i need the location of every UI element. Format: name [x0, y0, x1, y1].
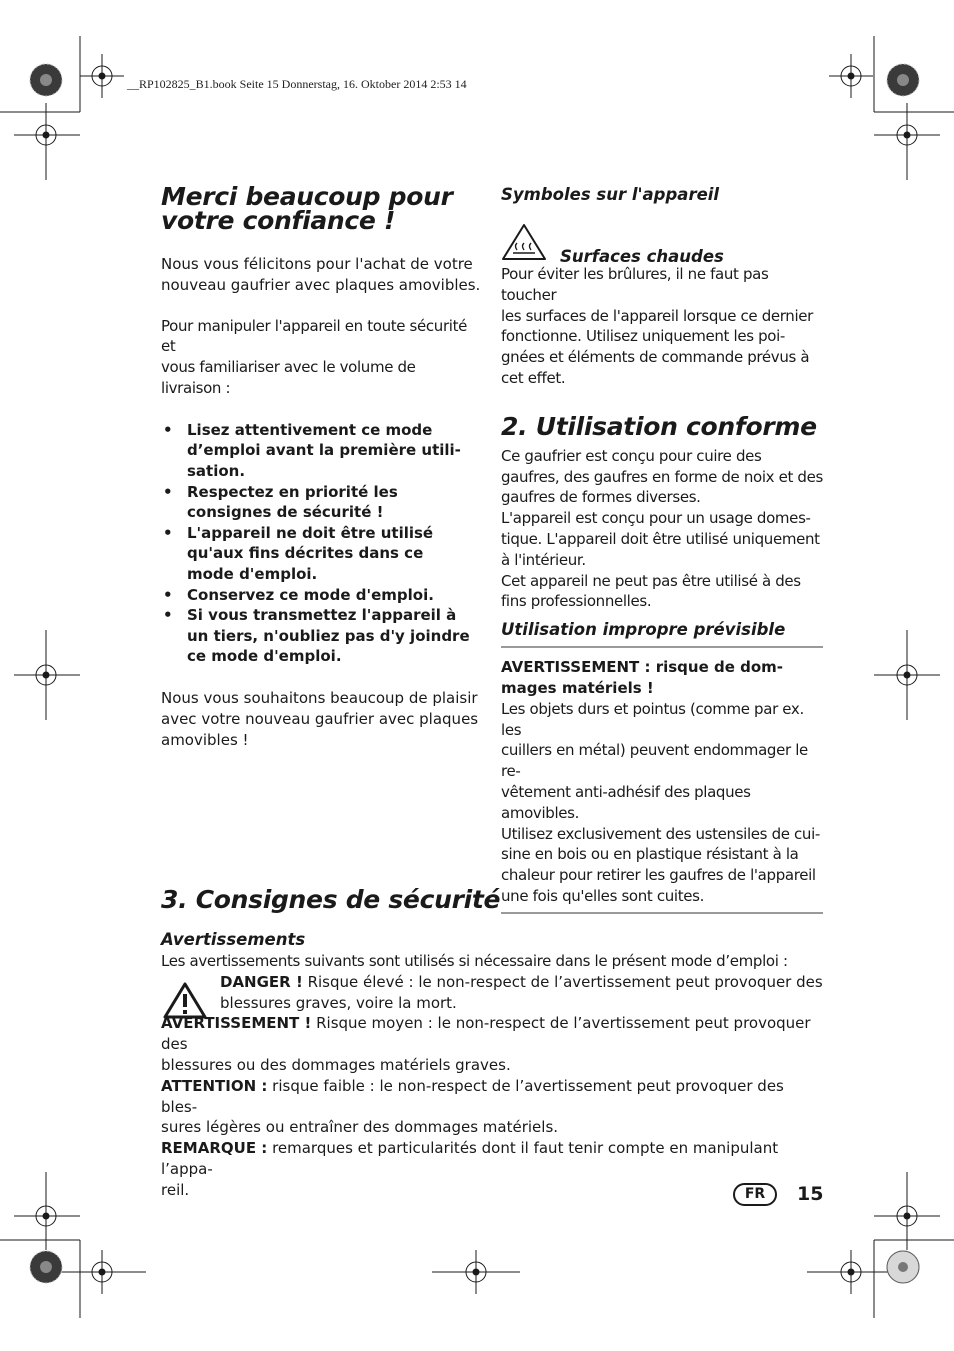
page-number: 15 [797, 1183, 824, 1205]
warnings-subheading: Avertissements [161, 930, 306, 949]
color-wheel-tl [30, 64, 62, 96]
section-2-text: Ce gaufrier est conçu pour cuire des gaufres, des gaufres en forme de noix et des gaufres de formes diverses. L'appareil est conçu pour un usage domes- tique. L'appareil doit être utilisé uniquement à l'intérieur. Cet appareil ne peut pas être utilisé à des fins professionnelles. [501, 446, 823, 611]
warning-text: Les objets durs et pointus (comme par ex. les cuillers en métal) peuvent endommager le re- vêtement anti-adhésif des plaques amovibles. Utilisez exclusivement des ustensiles de cui- sine en bois ou en plastique résistant à la chaleur pour retirer les gaufres de l'appareil une fois qu'elles sont cuites. [501, 699, 820, 905]
warnings-intro: Les avertissements suivants sont utilisés si nécessaire dans le présent mode d’emploi : [161, 952, 788, 970]
material-damage-warning-box [501, 646, 823, 914]
danger-text: DANGER ! Risque élevé : le non-respect de l’avertissement peut provoquer des blessures graves, voire la mort. [220, 972, 823, 1012]
language-badge: FR [733, 1183, 777, 1206]
attention-text: ATTENTION : risque faible : le non-respect de l’avertissement peut provoquer des bles- sures légères ou entraîner des dommages matériels. [161, 1076, 784, 1137]
closing-paragraph: Nous vous souhaitons beaucoup de plaisir avec votre nouveau gaufrier avec plaques amovibles ! [161, 688, 479, 749]
avertissement-text: AVERTISSEMENT ! Risque moyen : le non-respect de l’avertissement peut provoquer des blessures ou des dommages matériels graves. [161, 1014, 811, 1074]
intro-paragraph: Nous vous félicitons pour l'achat de votre nouveau gaufrier avec plaques amovibles. [161, 255, 481, 294]
list-item: • Lisez attentivement ce mode d’emploi avant la première utili- sation. [161, 420, 483, 482]
color-wheel-tr [887, 64, 919, 96]
hot-surface-heading: Surfaces chaudes [560, 247, 724, 266]
danger-row [161, 972, 823, 1014]
intro-title [161, 182, 483, 235]
safety-section [161, 886, 823, 1201]
hot-surface-row [501, 222, 823, 267]
color-wheel-br [887, 1251, 919, 1283]
symbols-heading: Symboles sur l'appareil [501, 185, 720, 204]
list-item: • Si vous transmettez l'appareil à un tiers, n'oubliez pas d'y joindre ce mode d'emploi. [161, 605, 483, 667]
list-item: • Respectez en priorité les consignes de sécurité ! [161, 482, 483, 523]
intro-column [161, 182, 483, 750]
section-2-title: 2. Utilisation conforme [501, 411, 817, 441]
hot-surface-warning-icon [501, 222, 547, 262]
misuse-heading: Utilisation impropre prévisible [501, 620, 786, 640]
intro-title-line: votre confiance ! [161, 206, 396, 235]
instruction-bullet-list [161, 420, 483, 667]
intro-title-line: Merci beaucoup pour [161, 182, 453, 211]
list-item: • L'appareil ne doit être utilisé qu'aux fins décrites dans ce mode d'emploi. [161, 523, 483, 585]
section-3-title: 3. Consignes de sécurité [161, 885, 501, 914]
list-item: • Conservez ce mode d'emploi. [161, 585, 483, 606]
color-wheel-bl [30, 1251, 62, 1283]
danger-triangle-icon [163, 982, 207, 1020]
warning-heading: AVERTISSEMENT : risque de dom- mages matériels ! [501, 658, 784, 697]
intro-paragraph: Pour manipuler l'appareil en toute sécurité et vous familiariser avec le volume de livraison : [161, 316, 467, 397]
symbols-and-usage-column [501, 185, 823, 914]
remarque-text: REMARQUE : remarques et particularités dont il faut tenir compte en manipulant l’appa- reil. [161, 1139, 779, 1199]
book-header-line: __RP102825_B1.book Seite 15 Donnerstag, 16. Oktober 2014 2:53 14 [127, 77, 467, 91]
hot-surface-text: Pour éviter les brûlures, il ne faut pas toucher les surfaces de l'appareil lorsque ce dernier fonctionne. Utilisez uniquement les poi- gnées et éléments de commande prévus à cet effet. [501, 265, 813, 387]
